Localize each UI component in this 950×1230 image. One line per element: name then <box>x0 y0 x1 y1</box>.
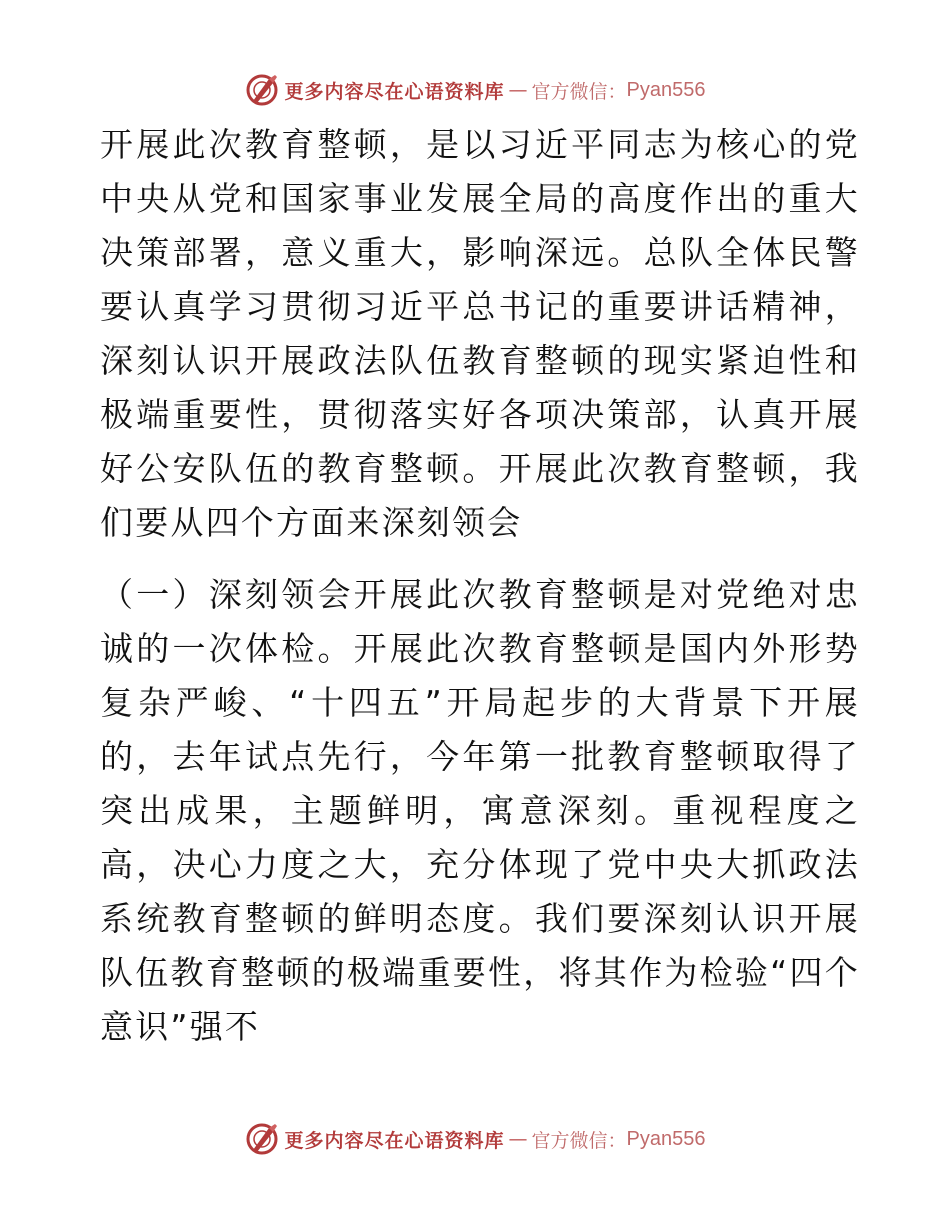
banner-label: 官方微信： <box>531 1129 627 1152</box>
paragraph-intro: 开展此次教育整顿，是以习近平同志为核心的党中央从党和国家事业发展全局的高度作出的重大决策部署，意义重大，影响深远。总队全体民警要认真学习贯彻习近平总书记的重要讲话精神，深刻认识开展政法队伍教育整顿的现实紧迫性和极端重要性，贯彻落实好各项决策部，认真开展好公安队伍的教育整顿。开展此次教育整顿，我们要从四个方面来深刻领会 <box>100 125 860 542</box>
pen-nib-circle-icon <box>245 1122 279 1156</box>
banner-separator: — <box>508 79 528 101</box>
banner-brand: 更多内容尽在心语资料库 <box>284 1129 505 1152</box>
banner-account: Pyan556 <box>626 1127 706 1150</box>
banner-label: 官方微信： <box>531 80 627 103</box>
document-body <box>100 118 860 1054</box>
banner-brand: 更多内容尽在心语资料库 <box>284 80 505 103</box>
banner-account: Pyan556 <box>626 78 706 101</box>
footer-banner <box>0 1119 950 1159</box>
header-banner <box>0 70 950 110</box>
banner-separator: — <box>508 1128 528 1150</box>
paragraph-section-1: （一）深刻领会开展此次教育整顿是对党绝对忠诚的一次体检。开展此次教育整顿是国内外形势复杂严峻、“十四五”开局起步的大背景下开展的，去年试点先行，今年第一批教育整顿取得了突出成果，主题鲜明，寓意深刻。重视程度之高，决心力度之大，充分体现了党中央大抓政法系统教育整顿的鲜明态度。我们要深刻认识开展队伍教育整顿的极端重要性，将其作为检验“四个意识”强不 <box>100 575 860 1046</box>
pen-nib-circle-icon <box>245 73 279 107</box>
